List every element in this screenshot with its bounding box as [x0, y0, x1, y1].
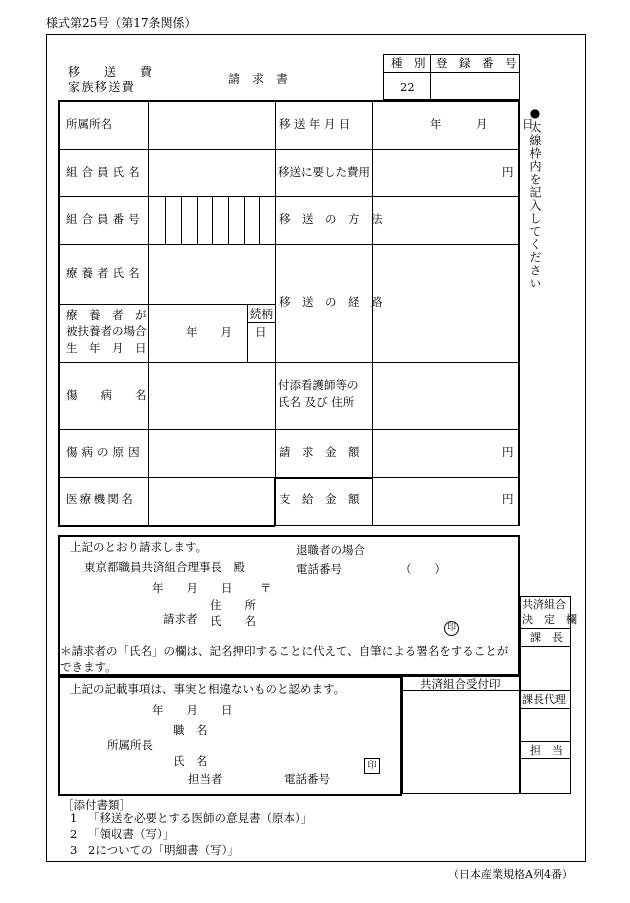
cause-field[interactable] [150, 431, 274, 476]
certify-staff-label: 担当者 [188, 772, 223, 786]
attachment-num-2: 2 [70, 827, 78, 841]
label-patient-name: 療養者氏名 [66, 266, 144, 280]
grid-line [58, 362, 520, 363]
divider [520, 741, 571, 742]
label-dob-line3: 生 年 月 日 [66, 341, 147, 355]
relationship-field[interactable] [249, 324, 274, 361]
attachment-item-3: 2についての「明細書（写）」 [88, 843, 239, 857]
label-institution: 医療機関名 [66, 492, 135, 506]
label-route: 移 送 の 経 路 [279, 295, 383, 309]
label-nurse-line1: 付添看護師等の [278, 378, 359, 392]
grid-line [58, 149, 520, 150]
grid-line [372, 100, 373, 526]
certify-head-label: 所属所長 [107, 738, 153, 752]
payment-amount-field [374, 479, 499, 524]
certify-date: 年 月 日 [152, 703, 233, 717]
label-transport-date: 移送年月日 [279, 117, 354, 131]
label-cost: 移送に要した費用 [278, 165, 370, 179]
divider [520, 690, 571, 691]
registration-label: 登 録 番 号 [436, 56, 517, 70]
thick-border [274, 477, 276, 526]
label-relationship: 続柄 [250, 307, 273, 321]
label-payment-amount: 支 給 金 額 [279, 492, 360, 506]
claim-address-label: 住 所 [210, 598, 256, 612]
illness-field[interactable] [150, 364, 274, 428]
divider [383, 72, 520, 73]
divider [520, 646, 571, 647]
grid-line [372, 477, 520, 478]
grid-line [58, 244, 520, 245]
certify-phone-label: 電話番号 [284, 772, 330, 786]
divider [520, 628, 571, 629]
grid-line [58, 477, 275, 478]
decision-label-line2: 決 定 欄 [522, 613, 577, 626]
thick-border [518, 100, 520, 526]
thick-border [58, 525, 275, 527]
form-number: 様式第25号（第17条関係） [46, 16, 197, 30]
claimant-phone-field[interactable] [348, 562, 468, 577]
affiliation-field[interactable] [150, 102, 274, 148]
method-field[interactable] [374, 198, 517, 243]
transport-date-value: 年 月 日 [430, 117, 534, 131]
nurse-field[interactable] [374, 364, 517, 428]
grid-line [275, 100, 276, 477]
route-field[interactable] [374, 246, 517, 361]
deputy-chief-label: 課長代理 [522, 693, 566, 706]
thick-border [274, 477, 372, 479]
attachments-title: ［添付書類］ [62, 798, 131, 812]
member-name-field[interactable] [150, 151, 274, 195]
member-number-field[interactable] [150, 198, 274, 243]
claimant-address-field[interactable] [268, 596, 428, 612]
attachment-num-1: 1 [70, 811, 78, 825]
title-request: 請 求 書 [228, 72, 289, 86]
label-illness: 傷 病 名 [66, 388, 147, 402]
dob-placeholder: 年 月 日 [186, 325, 267, 339]
claim-phone-label: 電話番号 [296, 562, 342, 576]
institution-field[interactable] [150, 479, 273, 523]
postal-mark: 〒 [260, 581, 272, 595]
certify-position-label: 職 名 [173, 723, 208, 737]
claim-amount-field[interactable] [374, 431, 499, 476]
grid-line [247, 322, 275, 323]
divider [430, 54, 431, 100]
claim-yen: 円 [502, 445, 514, 459]
registration-number-field[interactable] [432, 74, 518, 98]
claimant-label: 請求者 [163, 612, 198, 626]
type-value: 22 [400, 80, 415, 94]
label-affiliation: 所属所名 [66, 117, 112, 131]
claim-note: ＊請求者の「氏名」の欄は、記名押印することに代えて、自筆による署名をすることができます。 [60, 644, 509, 674]
label-dob-line2: 被扶養者の場合 [66, 324, 147, 338]
grid-line [148, 100, 149, 526]
type-label: 種 別 [391, 56, 426, 70]
label-member-number: 組合員番号 [66, 212, 144, 226]
thick-border [58, 100, 520, 102]
label-member-name: 組合員氏名 [66, 165, 144, 179]
section-chief-label: 課 長 [530, 631, 563, 644]
attachment-num-3: 3 [70, 843, 78, 857]
claimant-seal: 印 [444, 615, 459, 636]
label-dob-line1: 療 養 者 が [66, 308, 147, 322]
label-nurse-line2: 氏名 及び 住所 [278, 395, 355, 409]
patient-name-field[interactable] [150, 246, 274, 303]
grid-line [58, 429, 520, 430]
claim-name-label: 氏 名 [210, 614, 256, 628]
divider [520, 708, 571, 709]
grid-line [58, 196, 520, 197]
payment-yen: 円 [502, 492, 514, 506]
certify-name-label: 氏 名 [173, 754, 208, 768]
thick-border [58, 100, 60, 526]
cost-yen: 円 [502, 165, 514, 179]
divider [520, 758, 571, 759]
label-claim-amount: 請 求 金 額 [279, 445, 360, 459]
attachment-item-2: 「領収書（写）」 [88, 827, 175, 841]
claim-phone-paren: （ ） [400, 562, 446, 576]
certify-seal: 印 [364, 753, 380, 774]
certify-statement: 上記の記載事項は、事実と相違ないものと認めます。 [70, 682, 346, 696]
label-cause: 傷病の原因 [66, 445, 144, 459]
side-note: ●太線枠内を記入してください [528, 106, 542, 290]
receipt-stamp-box [402, 676, 520, 794]
title-transport: 移 送 費 [68, 65, 153, 79]
receipt-stamp-label: 共済組合受付印 [420, 677, 501, 691]
claim-statement: 上記のとおり請求します。 [70, 540, 208, 554]
claim-date: 年 月 日 [152, 581, 233, 595]
title-family-transport: 家族移送費 [68, 80, 136, 94]
retired-label: 退職者の場合 [296, 543, 365, 557]
grid-line [58, 304, 275, 305]
cost-field[interactable] [374, 151, 499, 195]
decision-label-line1: 共済組合 [522, 598, 566, 611]
attachment-item-1: 「移送を必要とする医師の意見書（原本）」 [88, 811, 313, 825]
staff-label: 担 当 [530, 744, 563, 757]
footer-paper-size: （日本産業規格A列4番） [448, 868, 573, 881]
claimant-name-field[interactable] [268, 614, 438, 630]
label-method: 移 送 の 方 法 [279, 212, 383, 226]
addressee: 東京都職員共済組合理事長 殿 [84, 560, 245, 574]
